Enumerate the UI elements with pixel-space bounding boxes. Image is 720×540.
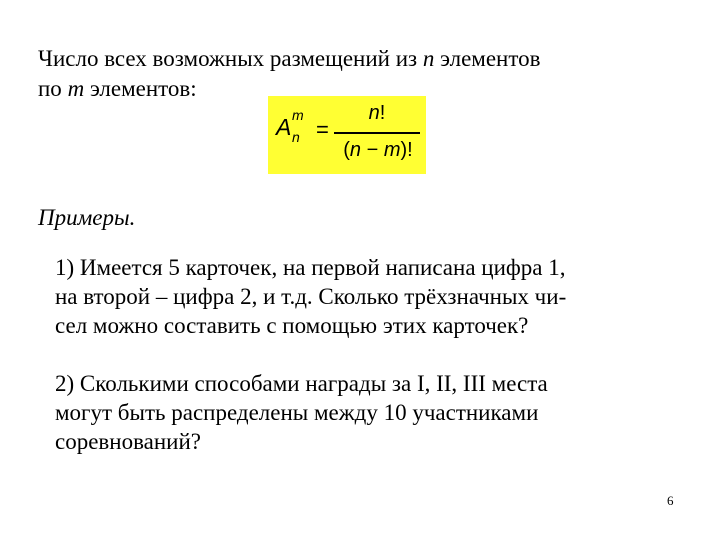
intro-text xyxy=(38,44,540,104)
denominator-open: ( xyxy=(343,139,350,161)
fraction-bar xyxy=(334,132,420,134)
variable-m: m xyxy=(67,76,85,101)
intro-line-1-start: Число всех возможных размещений из xyxy=(38,46,423,71)
denominator-close: )! xyxy=(400,139,413,161)
intro-line-1-end: элементов xyxy=(434,46,541,71)
intro-line-2-start: по xyxy=(38,76,68,101)
example-1-line-1: 1) Имеется 5 карточек, на первой написана цифра 1, xyxy=(55,255,566,280)
denominator-m: m xyxy=(383,139,401,161)
denominator-n: n xyxy=(349,139,362,161)
formula-numerator xyxy=(334,102,420,125)
denominator-minus: − xyxy=(361,139,384,161)
formula-subscript: n xyxy=(292,129,300,145)
example-2-line-3: соревнований? xyxy=(55,429,201,454)
intro-line-2-end: элементов: xyxy=(84,76,197,101)
variable-n: n xyxy=(422,46,435,71)
formula-equals: = xyxy=(316,117,329,142)
formula-box xyxy=(268,96,426,174)
intro-line-1 xyxy=(38,44,540,74)
page-number: 6 xyxy=(667,493,674,508)
example-2-line-2: могут быть распределены между 10 участниками xyxy=(55,400,539,425)
example-1-line-2: на второй – цифра 2, и т.д. Сколько трёхзначных чи- xyxy=(55,284,567,309)
formula-superscript: m xyxy=(292,107,304,123)
numerator-factorial: ! xyxy=(379,102,386,124)
numerator-n: n xyxy=(368,102,380,124)
formula-lhs xyxy=(276,107,304,145)
example-2-line-1: 2) Сколькими способами награды за I, II, III места xyxy=(55,371,548,396)
example-2 xyxy=(55,369,548,456)
examples-title: Примеры. xyxy=(38,205,136,230)
formula-denominator xyxy=(332,139,424,162)
example-1 xyxy=(55,253,566,340)
example-1-line-3: сел можно составить с помощью этих карточек? xyxy=(55,313,529,338)
formula-symbol: A xyxy=(276,114,292,140)
